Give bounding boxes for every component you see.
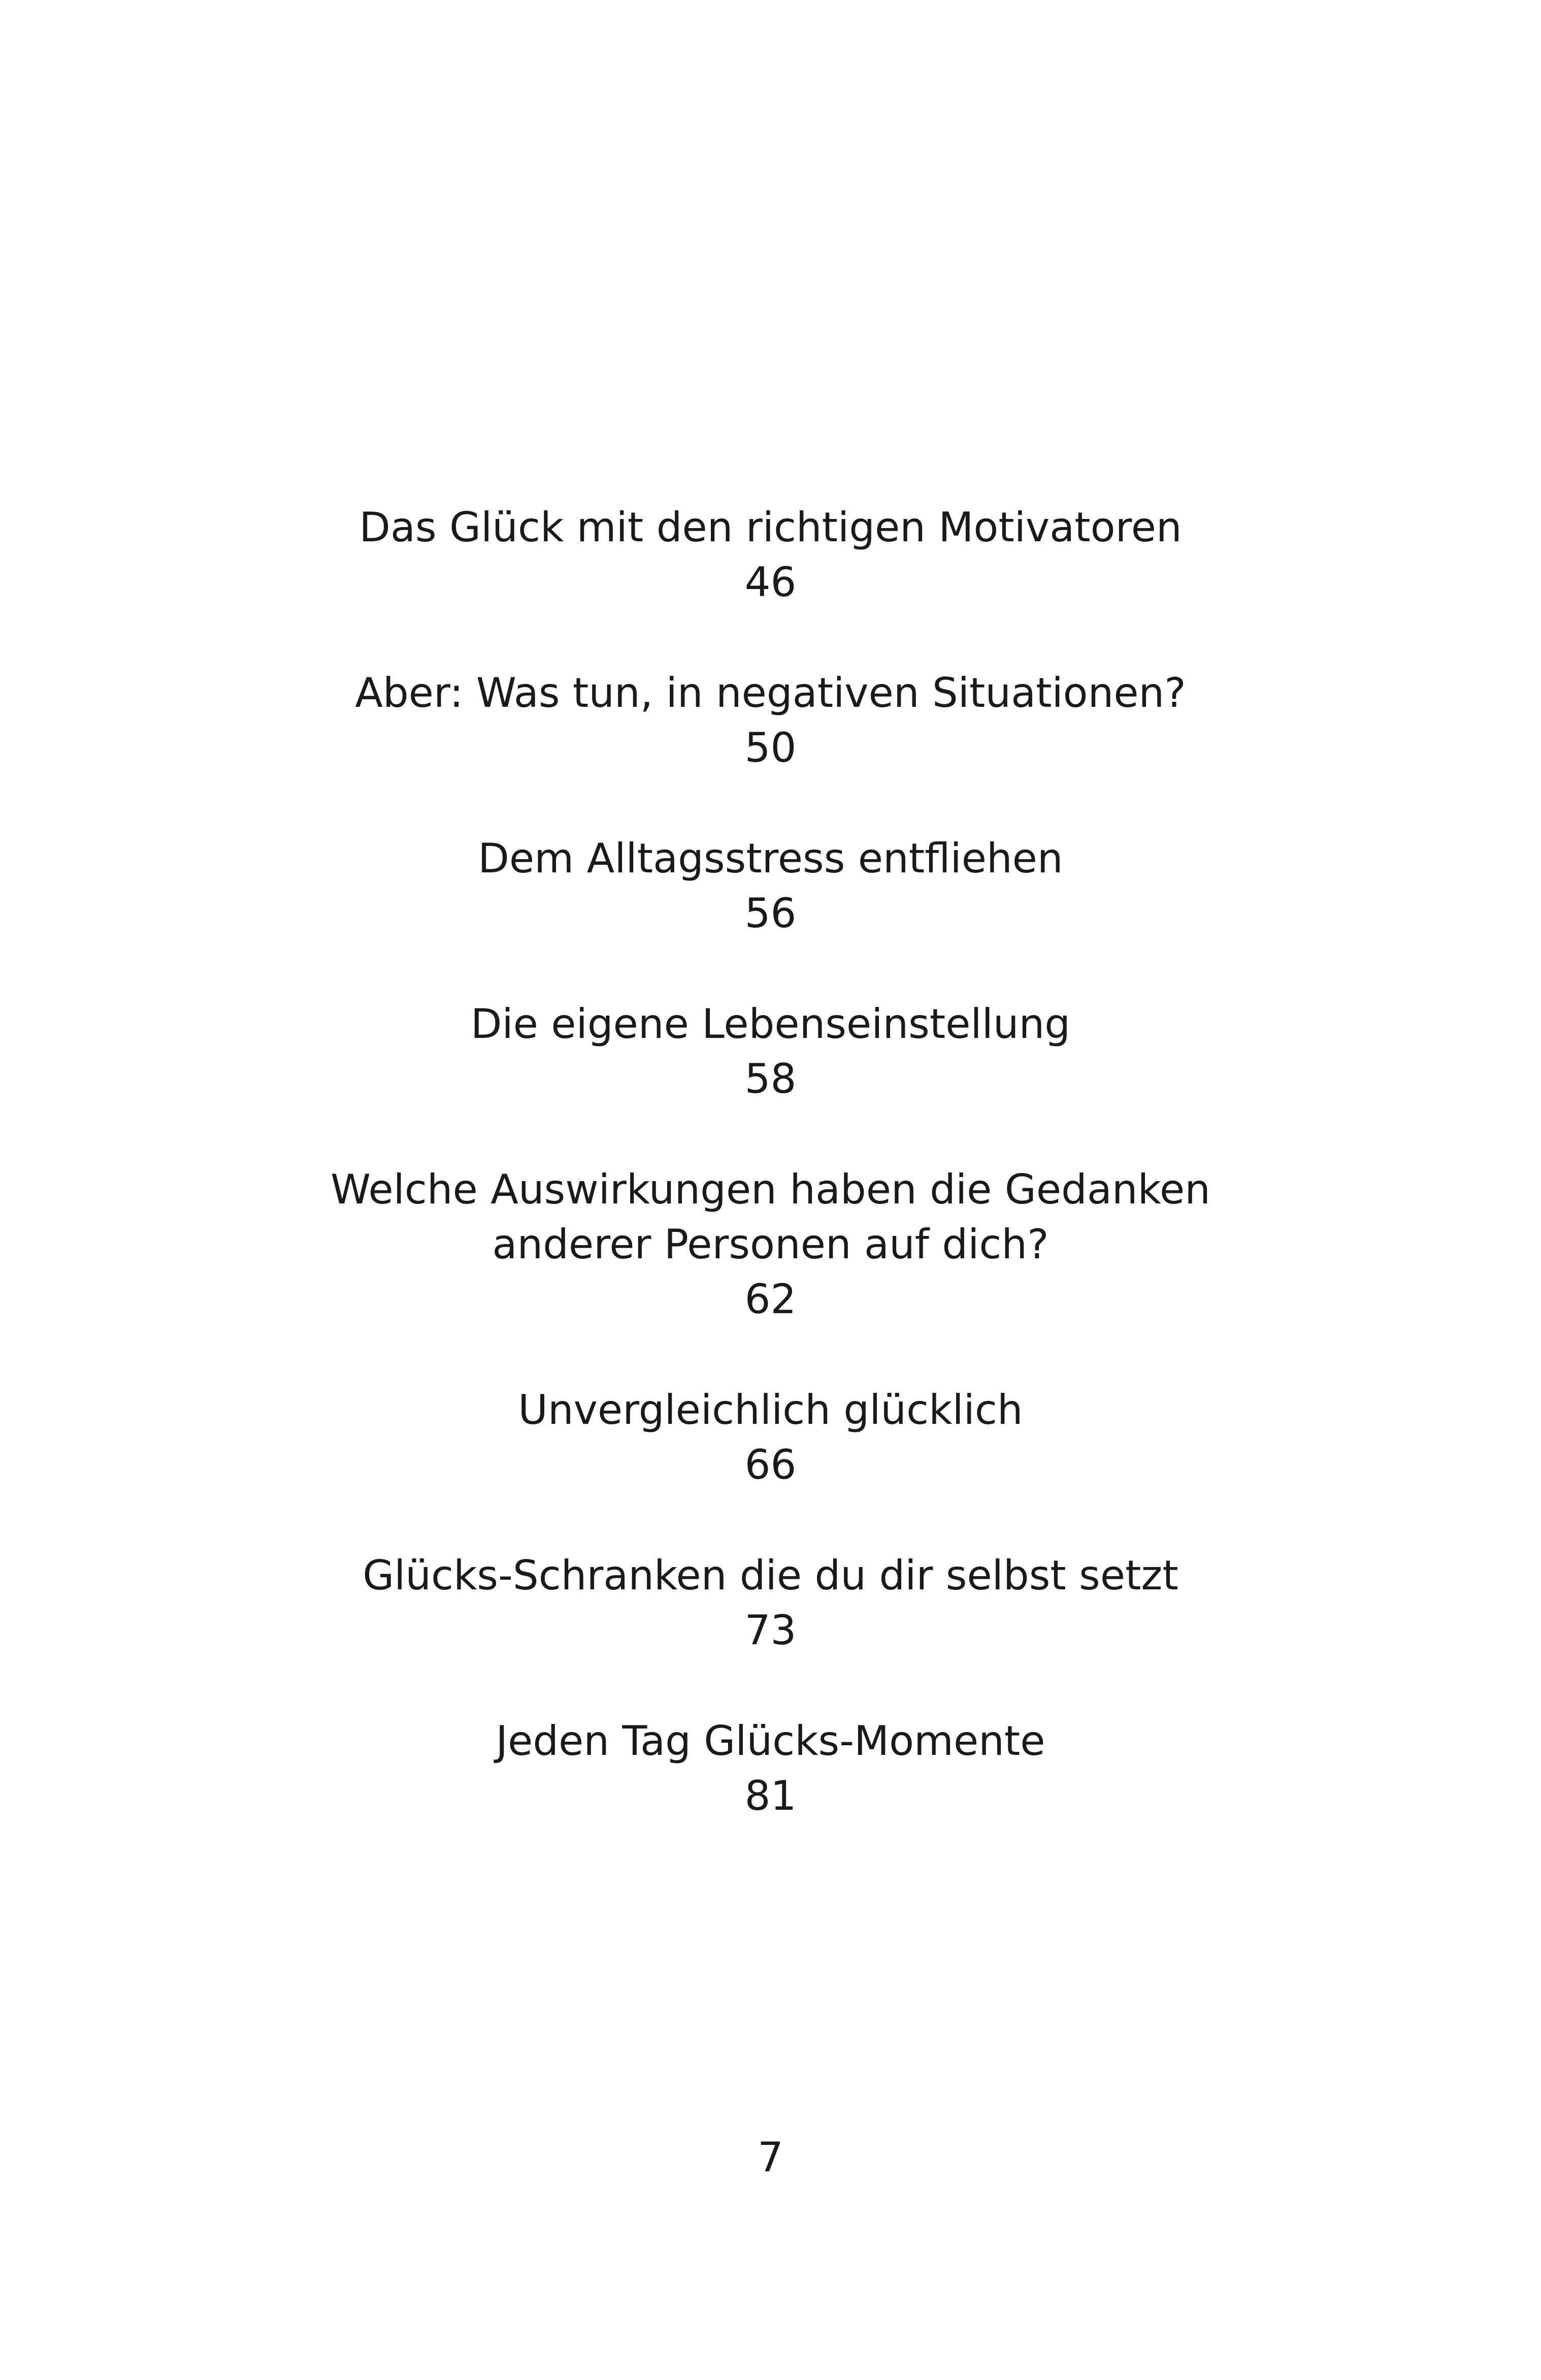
toc-entry xyxy=(0,500,1541,610)
toc-entry-page: 62 xyxy=(744,1276,797,1323)
page-number: 7 xyxy=(758,2134,783,2181)
toc-entry-title: Aber: Was tun, in negativen Situationen? xyxy=(355,669,1186,716)
toc-entry-page: 46 xyxy=(744,559,797,606)
toc-entry xyxy=(0,666,1541,775)
toc-entry-title: Glücks-Schranken die du dir selbst setzt xyxy=(363,1552,1178,1599)
toc-entry xyxy=(0,831,1541,941)
table-of-contents xyxy=(0,500,1541,1879)
toc-entry-page: 66 xyxy=(744,1441,797,1488)
toc-entry xyxy=(0,1714,1541,1823)
toc-entry-title: Welche Auswirkungen haben die Gedanken xyxy=(331,1166,1210,1213)
toc-entry xyxy=(0,1548,1541,1658)
toc-entry-title: Unvergleichlich glücklich xyxy=(518,1386,1023,1433)
toc-entry-page: 50 xyxy=(744,724,797,771)
toc-entry-page: 58 xyxy=(744,1055,797,1102)
toc-entry-title: Das Glück mit den richtigen Motivatoren xyxy=(359,504,1182,551)
toc-entry xyxy=(0,1383,1541,1492)
toc-entry-page: 73 xyxy=(744,1607,797,1654)
toc-entry-title-continued: anderer Personen auf dich? xyxy=(492,1221,1049,1268)
toc-entry-title: Die eigene Lebenseinstellung xyxy=(470,1000,1071,1048)
toc-entry xyxy=(0,997,1541,1106)
toc-entry xyxy=(0,1162,1541,1327)
toc-entry-page: 56 xyxy=(744,890,797,937)
toc-entry-title: Dem Alltagsstress entfliehen xyxy=(478,835,1063,882)
toc-entry-page: 81 xyxy=(744,1772,797,1819)
toc-entry-title: Jeden Tag Glücks-Momente xyxy=(496,1717,1045,1765)
